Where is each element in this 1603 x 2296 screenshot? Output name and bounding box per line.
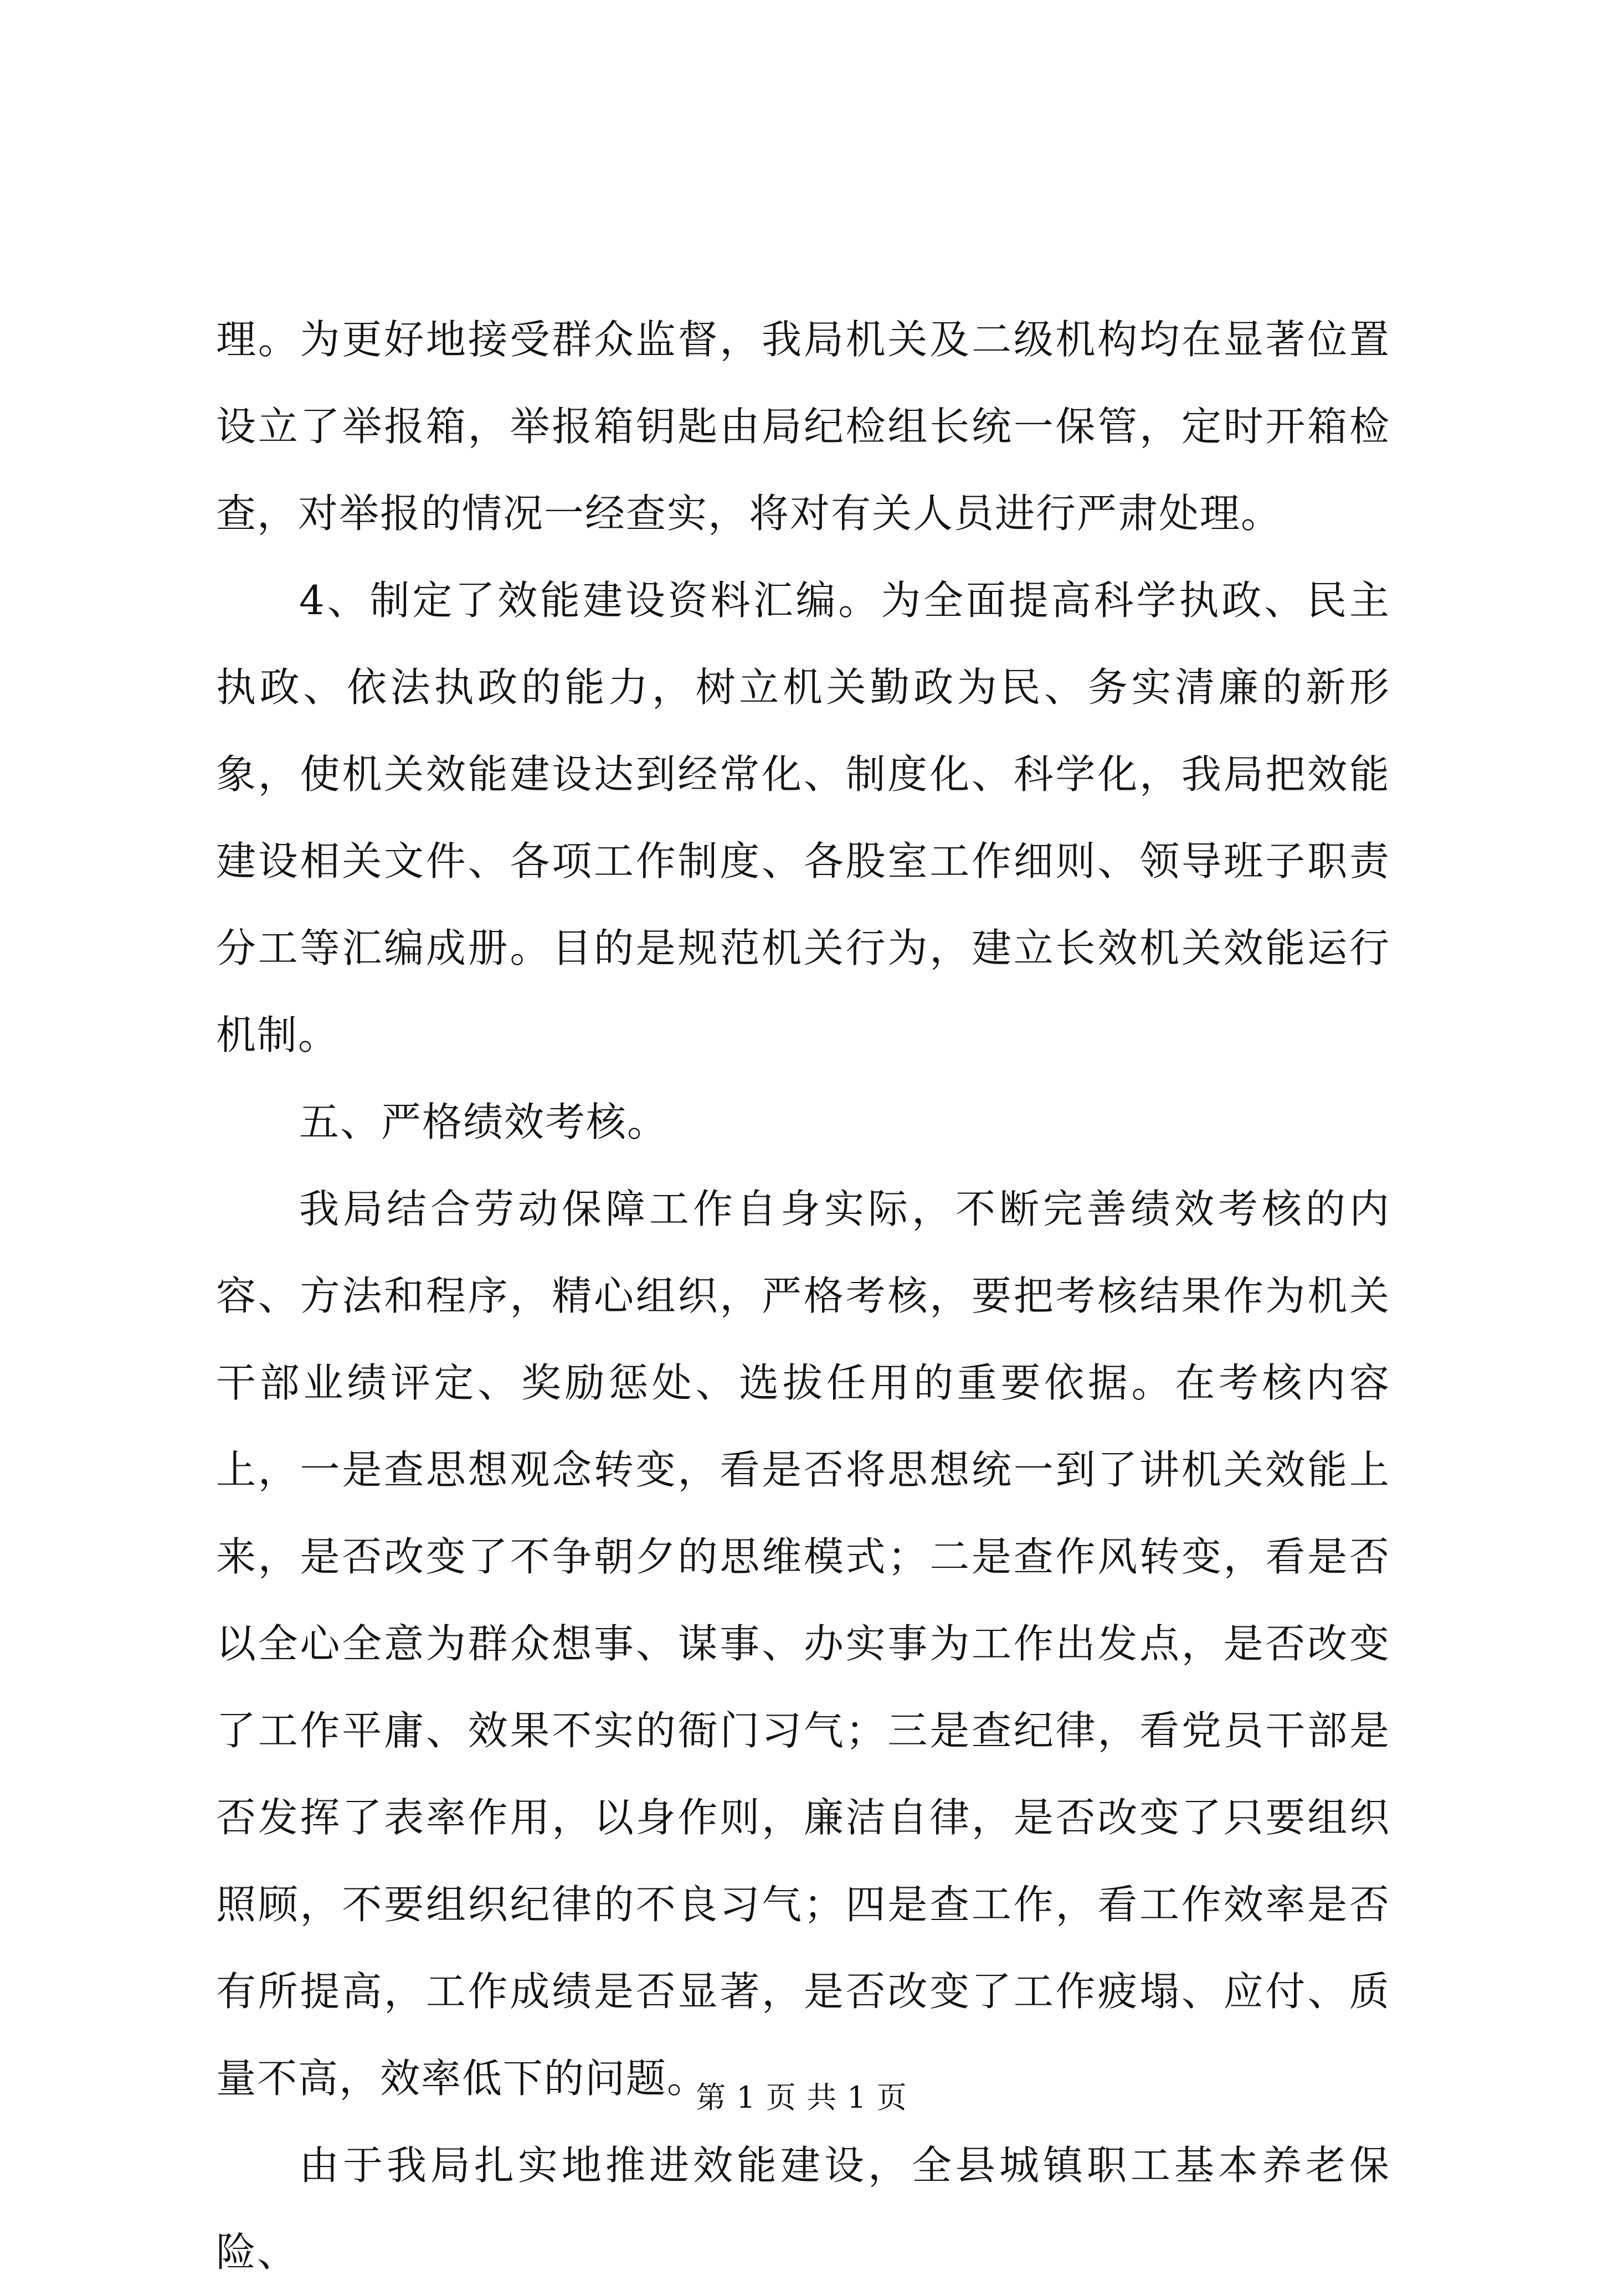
- paragraph-5: 由于我局扎实地推进效能建设，全县城镇职工基本养老保险、: [216, 2142, 1390, 2276]
- page-footer: 第 1 页 共 1 页: [696, 2080, 907, 2115]
- paragraph-4: 我局结合劳动保障工作自身实际，不断完善绩效考核的内容、方法和程序，精心组织，严格考核，要把考核结果作为机关干部业绩评定、奖励惩处、选拔任用的重要依据。在考核内容上，一是查思想观念转变，看是否将思想统一到了讲机关效能上来，是否改变了不争朝夕的思维模式；二是查作风转变，看是否以全心全意为群众想事、谋事、办实事为工作出发点，是否改变了工作平庸、效果不实的衙门习气；三是查纪律，看党员干部是否发挥了表率作用，以身作则，廉洁自律，是否改变了只要组织照顾，不要组织纪律的不良习气；四是查工作，看工作效率是否有所提高，工作成绩是否显著，是否改变了工作疲塌、应付、质量不高，效率低下的问题。: [216, 1186, 1390, 2102]
- paragraph-3-heading: 五、严格绩效考核。: [299, 1099, 669, 1145]
- paragraph-1: 理。为更好地接受群众监督，我局机关及二级机构均在显著位置设立了举报箱，举报箱钥匙由局纪检组长统一保管，定时开箱检查，对举报的情况一经查实，将对有关人员进行严肃处理。: [216, 316, 1390, 537]
- paragraph-2: 4、制定了效能建设资料汇编。为全面提高科学执政、民主执政、依法执政的能力，树立机关勤政为民、务实清廉的新形象，使机关效能建设达到经常化、制度化、科学化，我局把效能建设相关文件、各项工作制度、各股室工作细则、领导班子职责分工等汇编成册。目的是规范机关行为，建立长效机关效能运行机制。: [216, 577, 1390, 1058]
- document-body: [216, 296, 1390, 2296]
